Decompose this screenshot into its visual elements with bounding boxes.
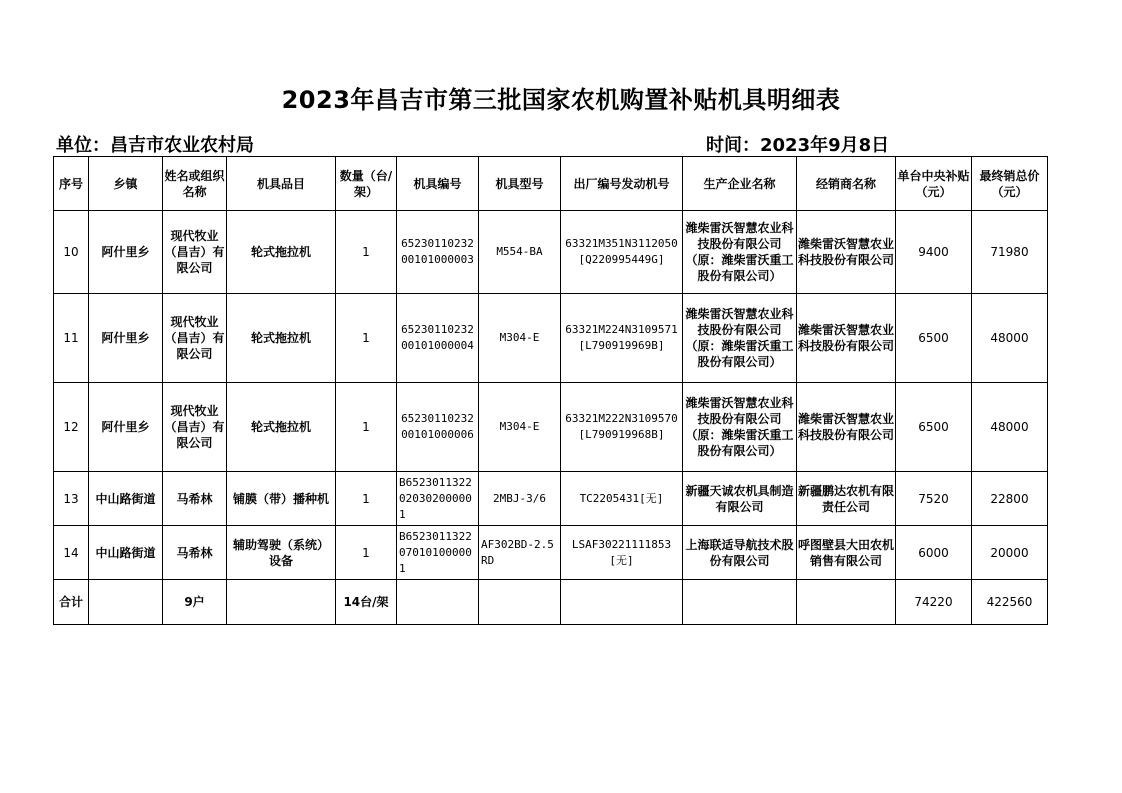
cell-subsidy: 7520 (896, 472, 972, 526)
cell-manufacturer: 新疆天诚农机具制造有限公司 (683, 472, 797, 526)
header-item: 机具品目 (227, 157, 336, 211)
cell-item: 轮式拖拉机 (227, 211, 336, 294)
cell-item: 铺膜（带）播种机 (227, 472, 336, 526)
cell-seq: 13 (54, 472, 89, 526)
cell-machine-no: 6523011023200101000003 (397, 211, 479, 294)
total-row (54, 580, 1048, 625)
cell-name: 现代牧业（昌吉）有限公司 (163, 383, 227, 472)
cell-dealer: 潍柴雷沃智慧农业科技股份有限公司 (797, 294, 896, 383)
table-row (54, 383, 1048, 472)
cell-qty: 1 (336, 211, 397, 294)
table-header-row (54, 157, 1048, 211)
cell-name: 马希林 (163, 526, 227, 580)
cell-factory-no: TC2205431[无] (561, 472, 683, 526)
cell-factory-no: 63321M351N3112050[Q220995449G] (561, 211, 683, 294)
cell-seq: 12 (54, 383, 89, 472)
cell-dealer: 潍柴雷沃智慧农业科技股份有限公司 (797, 211, 896, 294)
cell-manufacturer: 潍柴雷沃智慧农业科技股份有限公司（原：潍柴雷沃重工股份有限公司） (683, 211, 797, 294)
header-seq: 序号 (54, 157, 89, 211)
cell-subsidy: 6000 (896, 526, 972, 580)
cell-subsidy: 6500 (896, 294, 972, 383)
cell-town: 阿什里乡 (89, 211, 163, 294)
header-machine-no: 机具编号 (397, 157, 479, 211)
cell-price: 22800 (972, 472, 1048, 526)
header-dealer: 经销商名称 (797, 157, 896, 211)
table-row (54, 211, 1048, 294)
total-subsidy: 74220 (896, 580, 972, 625)
cell-machine-no: 6523011023200101000004 (397, 294, 479, 383)
cell-model: M554-BA (479, 211, 561, 294)
cell-item: 轮式拖拉机 (227, 383, 336, 472)
total-empty-cell (227, 580, 336, 625)
cell-model: AF302BD-2.5RD (479, 526, 561, 580)
cell-subsidy: 9400 (896, 211, 972, 294)
cell-dealer: 潍柴雷沃智慧农业科技股份有限公司 (797, 383, 896, 472)
date-label: 时间：2023年9月8日 (706, 135, 890, 156)
cell-town: 阿什里乡 (89, 294, 163, 383)
total-qty: 14台/架 (336, 580, 397, 625)
total-households: 9户 (163, 580, 227, 625)
total-empty-cell (397, 580, 479, 625)
cell-seq: 10 (54, 211, 89, 294)
header-qty: 数量（台/架） (336, 157, 397, 211)
cell-price: 20000 (972, 526, 1048, 580)
cell-name: 现代牧业（昌吉）有限公司 (163, 294, 227, 383)
cell-manufacturer: 上海联适导航技术股份有限公司 (683, 526, 797, 580)
total-empty-cell (683, 580, 797, 625)
header-town: 乡镇 (89, 157, 163, 211)
cell-qty: 1 (336, 383, 397, 472)
unit-label: 单位：昌吉市农业农村局 (56, 135, 254, 156)
cell-manufacturer: 潍柴雷沃智慧农业科技股份有限公司（原：潍柴雷沃重工股份有限公司） (683, 383, 797, 472)
header-model: 机具型号 (479, 157, 561, 211)
cell-machine-no: B652301132207010100000 1 (397, 526, 479, 580)
cell-model: M304-E (479, 383, 561, 472)
cell-town: 阿什里乡 (89, 383, 163, 472)
cell-name: 现代牧业（昌吉）有限公司 (163, 211, 227, 294)
header-manufacturer: 生产企业名称 (683, 157, 797, 211)
cell-price: 71980 (972, 211, 1048, 294)
total-empty-cell (479, 580, 561, 625)
header-name: 姓名或组织名称 (163, 157, 227, 211)
cell-qty: 1 (336, 294, 397, 383)
cell-subsidy: 6500 (896, 383, 972, 472)
page-title: 2023年昌吉市第三批国家农机购置补贴机具明细表 (281, 86, 841, 114)
header-factory-no: 出厂编号发动机号 (561, 157, 683, 211)
cell-price: 48000 (972, 294, 1048, 383)
subsidy-detail-table (53, 156, 1048, 625)
cell-factory-no: 63321M222N3109570[L790919968B] (561, 383, 683, 472)
total-price: 422560 (972, 580, 1048, 625)
total-empty-cell (797, 580, 896, 625)
header-subsidy: 单台中央补贴（元） (896, 157, 972, 211)
cell-model: 2MBJ-3/6 (479, 472, 561, 526)
header-price: 最终销总价（元） (972, 157, 1048, 211)
cell-machine-no: 6523011023200101000006 (397, 383, 479, 472)
cell-dealer: 新疆鹏达农机有限责任公司 (797, 472, 896, 526)
total-empty-cell (561, 580, 683, 625)
cell-name: 马希林 (163, 472, 227, 526)
cell-seq: 14 (54, 526, 89, 580)
total-empty-cell (89, 580, 163, 625)
total-label: 合计 (54, 580, 89, 625)
table-row (54, 294, 1048, 383)
cell-qty: 1 (336, 472, 397, 526)
cell-town: 中山路街道 (89, 472, 163, 526)
cell-seq: 11 (54, 294, 89, 383)
cell-dealer: 呼图壁县大田农机销售有限公司 (797, 526, 896, 580)
cell-qty: 1 (336, 526, 397, 580)
cell-factory-no: 63321M224N3109571[L790919969B] (561, 294, 683, 383)
cell-factory-no: LSAF30221111853[无] (561, 526, 683, 580)
cell-town: 中山路街道 (89, 526, 163, 580)
cell-item: 辅助驾驶（系统）设备 (227, 526, 336, 580)
cell-machine-no: B652301132202030200000 1 (397, 472, 479, 526)
cell-price: 48000 (972, 383, 1048, 472)
table-row (54, 472, 1048, 526)
table-row (54, 526, 1048, 580)
cell-item: 轮式拖拉机 (227, 294, 336, 383)
cell-model: M304-E (479, 294, 561, 383)
cell-manufacturer: 潍柴雷沃智慧农业科技股份有限公司（原：潍柴雷沃重工股份有限公司） (683, 294, 797, 383)
